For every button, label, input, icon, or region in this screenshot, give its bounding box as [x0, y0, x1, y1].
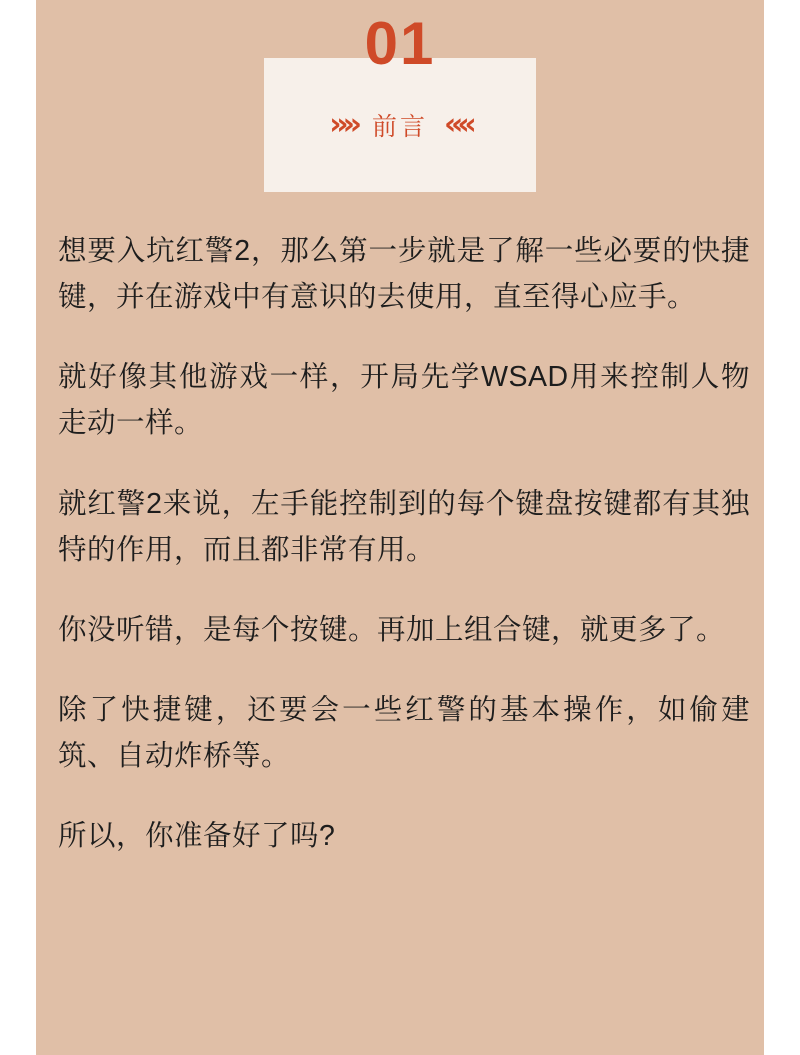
section-title-row	[264, 58, 536, 192]
left-margin	[0, 0, 36, 1055]
paragraph: 想要入坑红警2，那么第一步就是了解一些必要的快捷键，并在游戏中有意识的去使用，直至得心应手。	[58, 235, 750, 314]
chevron-left-icon: ««	[444, 107, 471, 142]
paragraph: 就红警2来说，左手能控制到的每个键盘按键都有其独特的作用，而且都非常有用。	[58, 487, 750, 566]
paragraph: 你没听错，是每个按键。再加上组合键，就更多了。	[58, 613, 726, 646]
paragraph: 就好像其他游戏一样，开局先学WSAD用来控制人物走动一样。	[58, 361, 750, 440]
paragraph: 所以，你准备好了吗?	[58, 820, 336, 853]
section-title-card	[264, 58, 536, 192]
body-text	[58, 228, 750, 860]
section-title: 前言	[371, 113, 428, 141]
section-header	[36, 0, 764, 200]
section-number: 01	[364, 10, 436, 77]
chevron-right-icon: »»	[329, 107, 356, 142]
right-margin	[764, 0, 800, 1055]
paragraph: 除了快捷键，还要会一些红警的基本操作，如偷建筑、自动炸桥等。	[58, 694, 750, 773]
page-content	[36, 0, 764, 1055]
